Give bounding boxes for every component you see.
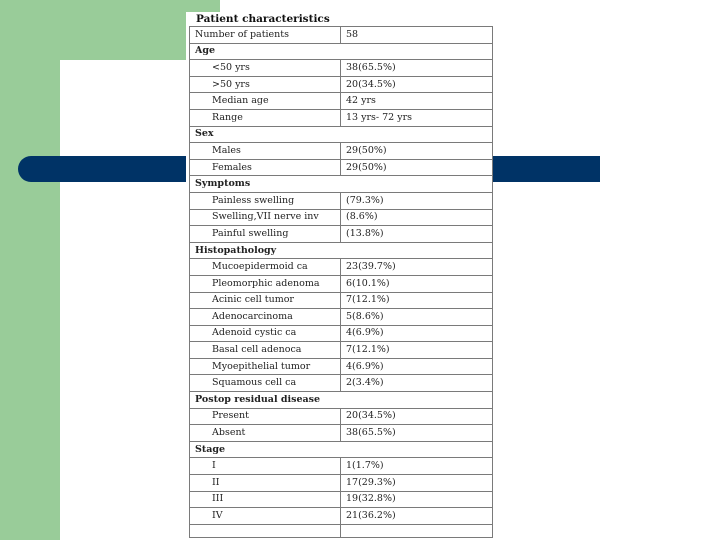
table-row <box>190 143 493 160</box>
row-label: Present <box>190 408 341 425</box>
table-row <box>190 60 493 77</box>
row-value: 21(36.2%) <box>341 508 493 525</box>
table-row <box>190 159 493 176</box>
section-heading: Stage <box>190 441 493 458</box>
row-value: 1(1.7%) <box>341 458 493 475</box>
table-row <box>190 342 493 359</box>
section-row <box>190 43 493 60</box>
table-row <box>190 275 493 292</box>
row-label: Adenocarcinoma <box>190 309 341 326</box>
table-row <box>190 192 493 209</box>
row-value: (13.8%) <box>341 226 493 243</box>
row-value: 7(12.1%) <box>341 342 493 359</box>
table-row <box>190 491 493 508</box>
row-label: Males <box>190 143 341 160</box>
table-row <box>190 475 493 492</box>
row-value: 42 yrs <box>341 93 493 110</box>
row-label: Painless swelling <box>190 192 341 209</box>
section-heading: Postop residual disease <box>190 392 493 409</box>
table-row <box>190 93 493 110</box>
row-value: 4(6.9%) <box>341 325 493 342</box>
section-row <box>190 242 493 259</box>
row-value: 13 yrs- 72 yrs <box>341 109 493 126</box>
row-value: 38(65.5%) <box>341 425 493 442</box>
row-label <box>190 524 341 537</box>
row-value <box>341 524 493 537</box>
row-label: Myoepithelial tumor <box>190 358 341 375</box>
section-row <box>190 392 493 409</box>
row-value: 19(32.8%) <box>341 491 493 508</box>
row-label: Adenoid cystic ca <box>190 325 341 342</box>
section-row <box>190 126 493 143</box>
table-title: Patient characteristics <box>196 13 330 25</box>
left-green-bar <box>0 0 60 540</box>
table-row <box>190 408 493 425</box>
row-label: Range <box>190 109 341 126</box>
section-row <box>190 441 493 458</box>
section-row <box>190 176 493 193</box>
row-label: Swelling,VII nerve inv <box>190 209 341 226</box>
row-value: 7(12.1%) <box>341 292 493 309</box>
table-row <box>190 292 493 309</box>
table-row <box>190 325 493 342</box>
row-label: Median age <box>190 93 341 110</box>
row-value: 58 <box>341 27 493 44</box>
row-value: 23(39.7%) <box>341 259 493 276</box>
row-label: Squamous cell ca <box>190 375 341 392</box>
row-label: Pleomorphic adenoma <box>190 275 341 292</box>
row-value: (79.3%) <box>341 192 493 209</box>
table-row <box>190 375 493 392</box>
row-value: 29(50%) <box>341 143 493 160</box>
table-body <box>190 27 493 538</box>
table-row <box>190 259 493 276</box>
table-row <box>190 109 493 126</box>
table-row <box>190 358 493 375</box>
table-row <box>190 309 493 326</box>
row-value: 5(8.6%) <box>341 309 493 326</box>
row-label: Painful swelling <box>190 226 341 243</box>
row-value: 6(10.1%) <box>341 275 493 292</box>
row-label: Mucoepidermoid ca <box>190 259 341 276</box>
row-label: >50 yrs <box>190 76 341 93</box>
section-heading: Symptoms <box>190 176 493 193</box>
row-label: <50 yrs <box>190 60 341 77</box>
table-row <box>190 76 493 93</box>
table-row <box>190 508 493 525</box>
row-label: III <box>190 491 341 508</box>
row-label: Number of patients <box>190 27 341 44</box>
row-value: 4(6.9%) <box>341 358 493 375</box>
row-label: Females <box>190 159 341 176</box>
row-label: Basal cell adenoca <box>190 342 341 359</box>
row-label: Absent <box>190 425 341 442</box>
row-value: 20(34.5%) <box>341 408 493 425</box>
row-value: (8.6%) <box>341 209 493 226</box>
section-heading: Sex <box>190 126 493 143</box>
section-heading: Histopathology <box>190 242 493 259</box>
row-value: 29(50%) <box>341 159 493 176</box>
rounded-corner-decoration <box>60 60 140 140</box>
row-value: 17(29.3%) <box>341 475 493 492</box>
table-row <box>190 27 493 44</box>
row-label: Acinic cell tumor <box>190 292 341 309</box>
table-row <box>190 226 493 243</box>
row-label: I <box>190 458 341 475</box>
section-heading: Age <box>190 43 493 60</box>
patient-characteristics-table-card <box>186 12 492 540</box>
row-label: IV <box>190 508 341 525</box>
patient-characteristics-table <box>189 26 493 538</box>
row-value: 38(65.5%) <box>341 60 493 77</box>
row-label: II <box>190 475 341 492</box>
table-row <box>190 425 493 442</box>
table-row <box>190 524 493 537</box>
row-value: 20(34.5%) <box>341 76 493 93</box>
row-value: 2(3.4%) <box>341 375 493 392</box>
table-row <box>190 209 493 226</box>
table-row <box>190 458 493 475</box>
